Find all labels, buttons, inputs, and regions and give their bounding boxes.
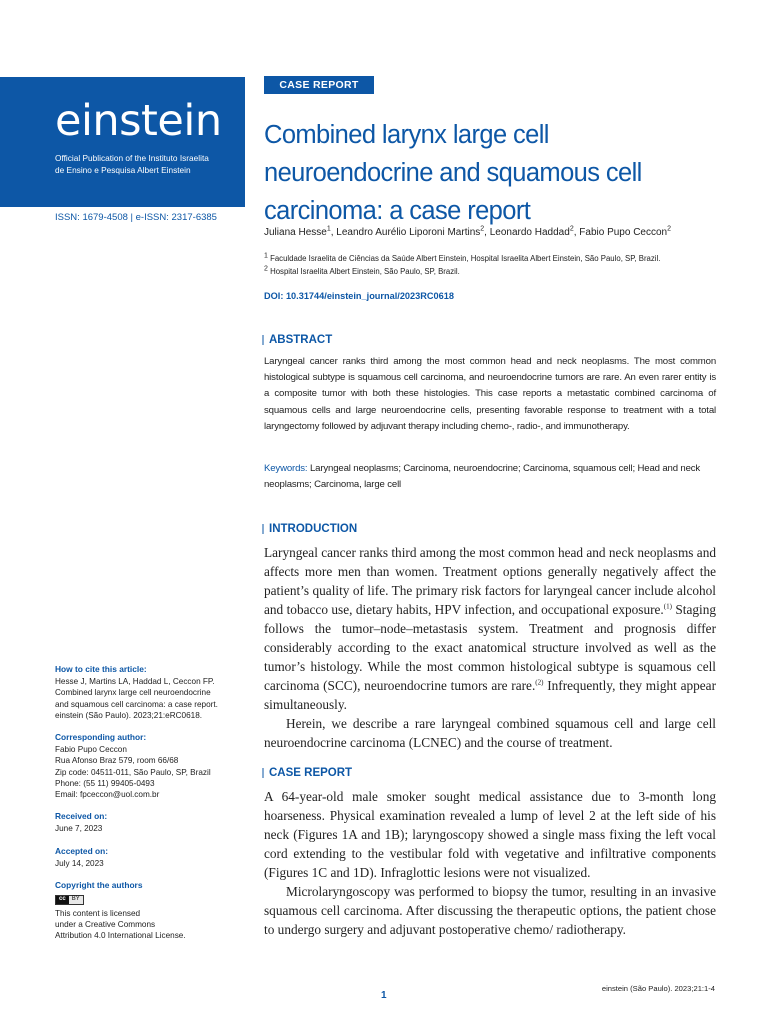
keywords-label: Keywords: [264,463,308,474]
section-bar [262,524,264,534]
intro-text-part: Staging follows the tumor–node–metastasis system. Treatment and prognosis differ considerably according to the exact anatomical structure involved as well as the tumor’s histology. While the most common histological subtype is squamous cell carcinoma (SCC), neuroendocrine tumors are rare. [264,602,716,693]
abstract-heading [262,334,332,346]
introduction-heading [262,523,357,535]
case-report-body [264,787,716,939]
article-title [264,116,704,230]
corresponding-line: Phone: (55 11) 99405-0493 [55,778,155,788]
intro-text-part: Laryngeal cancer ranks third among the most common head and neck neoplasms and affects more men than women. Treatment options generally negatively affect the patient’s quality of life. The primary risk factors for laryngeal cancer include alcohol and tobacco use, dietary habits, HPV infection, and occupational exposure. [264,545,716,617]
abstract-text: Laryngeal cancer ranks third among the most common head and neck neoplasms. The most common histological subtype is squamous cell carcinoma, and neuroendocrine tumors are rare. An even rarer entity is a composite tumor with both these histologies. This case reports a metastatic combined carcinoma of squamous cells and large neuroendocrine cells, presenting favorable response to treatment with a total laryngectomy followed by adjuvant therapy including chemo-, radio-, and immunotherapy. [264,356,716,432]
introduction-body [264,543,716,752]
title-line: carcinoma: a case report [264,197,531,225]
issn-text: ISSN: 1679-4508 | e-ISSN: 2317-6385 [55,212,217,223]
affiliation-text: Hospital Israelita Albert Einstein, São Paulo, SP, Brazil. [267,267,460,276]
footer-citation: einstein (São Paulo). 2023;21:1-4 [601,984,715,993]
author-affil-mark: 1 [326,225,331,233]
affiliation-text: Faculdade Israelita de Ciências da Saúde Albert Einstein, Hospital Israelita Albert Einstein, São Paulo, SP, Brazil. [267,254,661,263]
cite-line: einstein (São Paulo). 2023;21:eRC0618. [55,710,203,720]
case-report-heading [262,767,352,779]
abstract-heading-label: ABSTRACT [269,334,333,346]
cc-by-license-icon[interactable] [55,895,84,905]
received-date: June 7, 2023 [55,824,103,834]
sidebar-info [55,664,245,941]
corresponding-heading: Corresponding author: [55,732,147,743]
affiliation-mark: 2 [264,265,268,273]
affiliations [264,252,716,278]
affiliation-item [264,265,716,278]
by-icon: BY [69,896,83,904]
author-name: Fabio Pupo Ceccon [579,227,668,238]
author-name: Leandro Aurélio Liporoni Martins [336,227,481,238]
accepted-heading: Accepted on: [55,845,109,856]
introduction-paragraph [264,543,716,714]
corresponding-line: Fabio Pupo Ceccon [55,745,127,755]
page-number: 1 [381,990,387,1001]
received-heading: Received on: [55,811,108,822]
copyright-heading: Copyright the authors [55,880,143,891]
license-line: Attribution 4.0 International License. [55,931,186,941]
section-bar [262,768,264,778]
affiliation-mark: 1 [264,252,268,260]
cite-line: Combined larynx large cell neuroendocrine [55,688,211,698]
keywords [264,461,716,493]
keywords-text: Laryngeal neoplasms; Carcinoma, neuroendocrine; Carcinoma, squamous cell; Head and neck neoplasms; Carcinoma, large cell [264,463,701,491]
introduction-heading-label: INTRODUCTION [269,523,358,535]
case-paragraph: A 64-year-old male smoker sought medical assistance due to 3-month long hoarseness. Physical examination revealed a lump of level 2 at the left side of his neck (Figures 1A and 1B); laryngoscopy showed a single mass fixing the left vocal cord extending to the vestibular fold with vegetative and infiltrative components (Figures 1C and 1D). Infraglottic lesions were not visualized. [264,789,716,880]
cc-icon: cc [56,896,69,904]
author-name: Leonardo Haddad [489,227,570,238]
citation-ref[interactable]: (1) [663,602,672,611]
journal-subtitle-line: Official Publication of the Instituto Israelita [55,153,209,163]
author-affil-mark: 2 [569,225,574,233]
journal-subtitle-line: de Ensino e Pesquisa Albert Einstein [55,165,191,175]
author-name: Juliana Hesse [264,227,327,238]
author-list: Juliana Hesse$^1$, Leandro Aurélio Liporoni Martins$^2$, Leonardo Haddad$^2$, Fabio Pupo Ceccon$^2$ [264,225,672,238]
article-type-badge: CASE REPORT [264,76,374,94]
case-report-heading-label: CASE REPORT [269,767,353,779]
corresponding-line: Zip code: 04511-011, São Paulo, SP, Brazil [55,767,211,777]
license-line: This content is licensed [55,908,141,918]
affiliation-item [264,252,716,265]
cite-heading: How to cite this article: [55,664,147,674]
intro-text-part: Infrequently, they might appear simultaneously. [264,678,717,712]
case-paragraph: Microlaryngoscopy was performed to biopsy the tumor, resulting in an invasive squamous cell carcinoma. After discussing the therapeutic options, the patient chose to undergo surgery and adjuvant postoperative chemo/ radiotherapy. [264,884,716,937]
author-affil-mark: 2 [667,225,672,233]
cite-line: Hesse J, Martins LA, Haddad L, Ceccon FP. [55,677,215,687]
introduction-paragraph: Herein, we describe a rare laryngeal combined squamous cell and large cell neuroendocrine carcinoma (LCNEC) and the course of treatment. [264,716,716,750]
license-line: under a Creative Commons [55,920,156,930]
doi-link[interactable]: DOI: 10.31744/einstein_journal/2023RC0618 [264,291,454,301]
section-bar [262,335,264,345]
accepted-date: July 14, 2023 [55,858,104,868]
corresponding-email[interactable]: Email: fpceccon@uol.com.br [55,790,160,800]
title-line: Combined larynx large cell [264,121,549,149]
title-line: neuroendocrine and squamous cell [264,159,642,187]
journal-logo: einstein [55,96,222,146]
author-affil-mark: 2 [480,225,485,233]
corresponding-line: Rua Afonso Braz 579, room 66/68 [55,756,179,766]
journal-subtitle [55,152,235,176]
citation-ref[interactable]: (2) [535,678,544,687]
cite-line: and squamous cell carcinoma: a case report. [55,699,218,709]
